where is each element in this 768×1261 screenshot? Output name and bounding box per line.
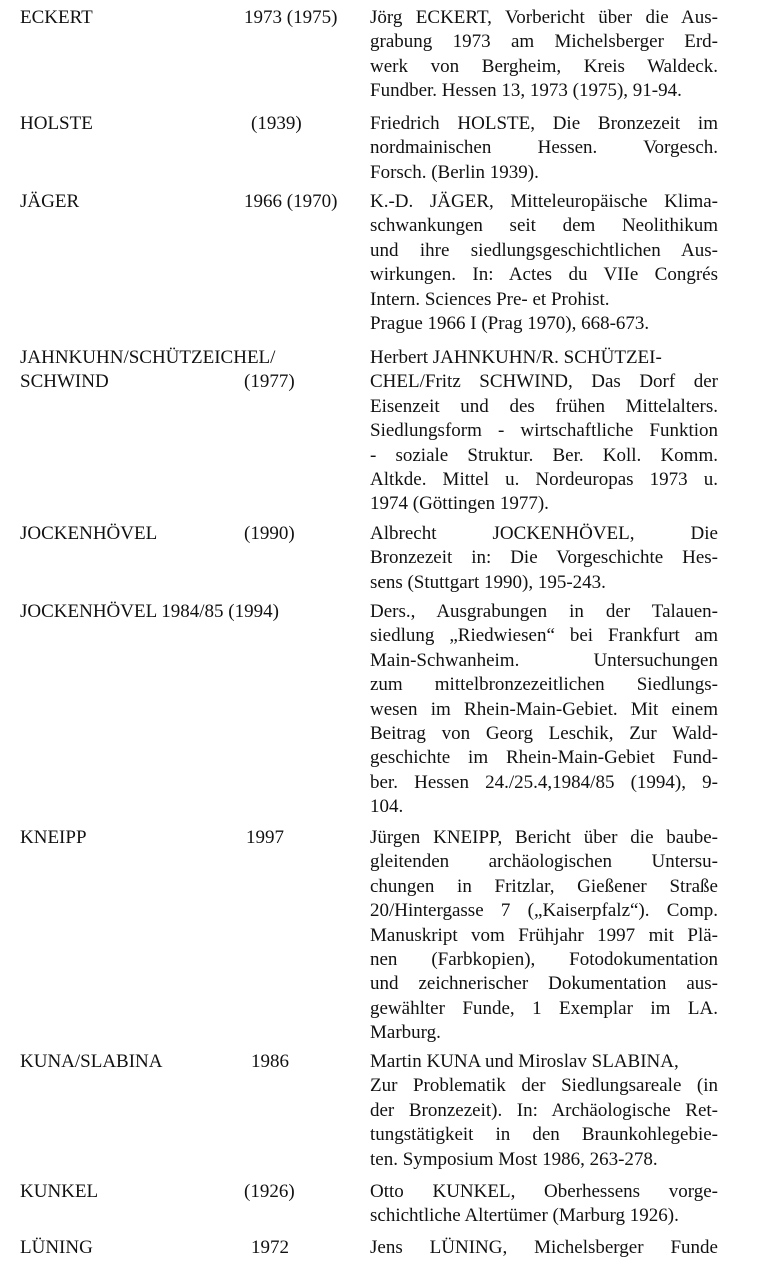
reference-line: Martin KUNA und Miroslav SLABINA, <box>370 1051 679 1072</box>
reference-line: ber. Hessen 24./25.4,1984/85 (1994), 9- <box>370 771 718 793</box>
reference-line: gleitenden archäologischen Untersu- <box>370 851 718 873</box>
entry-reference <box>370 522 718 595</box>
reference-line: 104. <box>370 796 404 818</box>
entry-author <box>20 1050 163 1074</box>
entry-author <box>20 6 93 30</box>
author-line: KUNKEL <box>20 1181 99 1202</box>
reference-line: Friedrich HOLSTE, Die Bronzezeit im <box>370 113 718 134</box>
entry-author <box>20 346 275 395</box>
author-line: JAHNKUHN/SCHÜTZEICHEL/ <box>20 347 276 368</box>
reference-line: Prague 1966 I (Prag 1970), 668-673. <box>370 313 650 335</box>
reference-line: chungen in Fritzlar, Gießener Straße <box>370 875 718 897</box>
reference-line: Herbert JAHNKUHN/R. SCHÜTZEI- <box>370 347 662 368</box>
author-line: JOCKENHÖVEL <box>20 523 158 544</box>
entry-author <box>20 600 279 624</box>
entry-year: 1997 <box>246 827 284 848</box>
author-line: SCHWIND <box>20 371 109 393</box>
author-line: KNEIPP <box>20 827 87 848</box>
reference-line: Fundber. Hessen 13, 1973 (1975), 91-94. <box>370 80 682 102</box>
reference-line: Siedlungsform - wirtschaftliche Funktion <box>370 420 718 442</box>
reference-line: sens (Stuttgart 1990), 195-243. <box>370 571 606 593</box>
reference-line: Albrecht JOCKENHÖVEL, Die <box>370 523 718 544</box>
entry-reference <box>370 826 718 1046</box>
reference-line: wesen im Rhein-Main-Gebiet. Mit einem <box>370 698 718 720</box>
entry-author <box>20 190 79 214</box>
reference-line: und zeichnerischer Dokumentation aus- <box>370 973 718 995</box>
reference-line: Eisenzeit und des frühen Mittelalters. <box>370 395 718 417</box>
author-line: ECKERT <box>20 7 93 28</box>
entry-year: 1973 (1975) <box>244 7 338 28</box>
entry-author <box>20 522 157 546</box>
entry-reference <box>370 1180 718 1229</box>
entry-author <box>20 826 87 850</box>
reference-line: Jörg ECKERT, Vorbericht über die Aus- <box>370 7 718 28</box>
entry-year: (1926) <box>244 1181 295 1202</box>
reference-line: Altkde. Mittel u. Nordeuropas 1973 u. <box>370 469 718 491</box>
reference-line: Beitrag von Georg Leschik, Zur Wald- <box>370 723 718 745</box>
reference-line: grabung 1973 am Michelsberger Erd- <box>370 31 718 53</box>
reference-line: der Bronzezeit). In: Archäologische Ret- <box>370 1099 718 1121</box>
entry-year: (1977) <box>244 371 295 393</box>
reference-line: gewählter Funde, 1 Exemplar im LA. <box>370 997 718 1019</box>
reference-line: wirkungen. In: Actes du VIIe Congrés <box>370 264 718 286</box>
author-line: LÜNING <box>20 1237 93 1258</box>
reference-line: Main-Schwanheim. Untersuchungen <box>370 649 718 671</box>
reference-line: zum mittelbronzezeitlichen Siedlungs- <box>370 674 718 696</box>
entry-year: (1939) <box>251 113 302 134</box>
reference-line: Ders., Ausgrabungen in der Talauen- <box>370 601 718 622</box>
entry-author <box>20 1236 93 1260</box>
reference-line: geschichte im Rhein-Main-Gebiet Fund- <box>370 747 718 769</box>
reference-line: CHEL/Fritz SCHWIND, Das Dorf der <box>370 371 718 393</box>
entry-reference <box>370 346 718 517</box>
entry-author <box>20 112 93 136</box>
author-line: JOCKENHÖVEL 1984/85 (1994) <box>20 601 279 622</box>
reference-line: schichtliche Altertümer (Marburg 1926). <box>370 1205 679 1227</box>
reference-line: 20/Hintergasse 7 („Kaiserpfalz“). Comp. <box>370 900 718 922</box>
reference-line: schwankungen seit dem Neolithikum <box>370 215 718 237</box>
entry-year: 1972 <box>251 1237 289 1258</box>
reference-line: ten. Symposium Most 1986, 263-278. <box>370 1148 658 1170</box>
entry-reference <box>370 190 718 336</box>
reference-line: - soziale Struktur. Ber. Koll. Komm. <box>370 444 718 466</box>
reference-line: 1974 (Göttingen 1977). <box>370 493 549 515</box>
reference-line: tungstätigkeit in den Braunkohlegebie- <box>370 1124 718 1146</box>
entry-reference <box>370 600 718 820</box>
entry-reference <box>370 6 718 104</box>
reference-line: und ihre siedlungsgeschichtlichen Aus- <box>370 239 718 261</box>
reference-line: Zur Problematik der Siedlungsareale (in <box>370 1075 718 1097</box>
entry-year: 1986 <box>251 1051 289 1072</box>
reference-line: K.-D. JÄGER, Mitteleuropäische Klima- <box>370 191 718 212</box>
entry-reference <box>370 1050 718 1172</box>
reference-line: siedlung „Riedwiesen“ bei Frankfurt am <box>370 625 718 647</box>
reference-line: nen (Farbkopien), Fotodokumentation <box>370 949 718 971</box>
entry-reference <box>370 112 718 185</box>
author-line: HOLSTE <box>20 113 93 134</box>
author-line: KUNA/SLABINA <box>20 1051 163 1072</box>
reference-line: werk von Bergheim, Kreis Waldeck. <box>370 55 718 77</box>
entry-author <box>20 1180 98 1204</box>
reference-line: Marburg. <box>370 1022 441 1044</box>
reference-line: Manuskript vom Frühjahr 1997 mit Plä- <box>370 924 718 946</box>
reference-line: Jürgen KNEIPP, Bericht über die baube- <box>370 827 718 848</box>
reference-line: Otto KUNKEL, Oberhessens vorge- <box>370 1181 718 1202</box>
entry-year: 1966 (1970) <box>244 191 338 212</box>
author-line: JÄGER <box>20 191 80 212</box>
reference-line: nordmainischen Hessen. Vorgesch. <box>370 137 718 159</box>
reference-line: Bronzezeit in: Die Vorgeschichte Hes- <box>370 547 718 569</box>
reference-line: Jens LÜNING, Michelsberger Funde <box>370 1237 718 1258</box>
reference-line: Forsch. (Berlin 1939). <box>370 161 539 183</box>
entry-reference <box>370 1236 718 1260</box>
reference-line: Intern. Sciences Pre- et Prohist. <box>370 288 610 310</box>
entry-year: (1990) <box>244 523 295 544</box>
